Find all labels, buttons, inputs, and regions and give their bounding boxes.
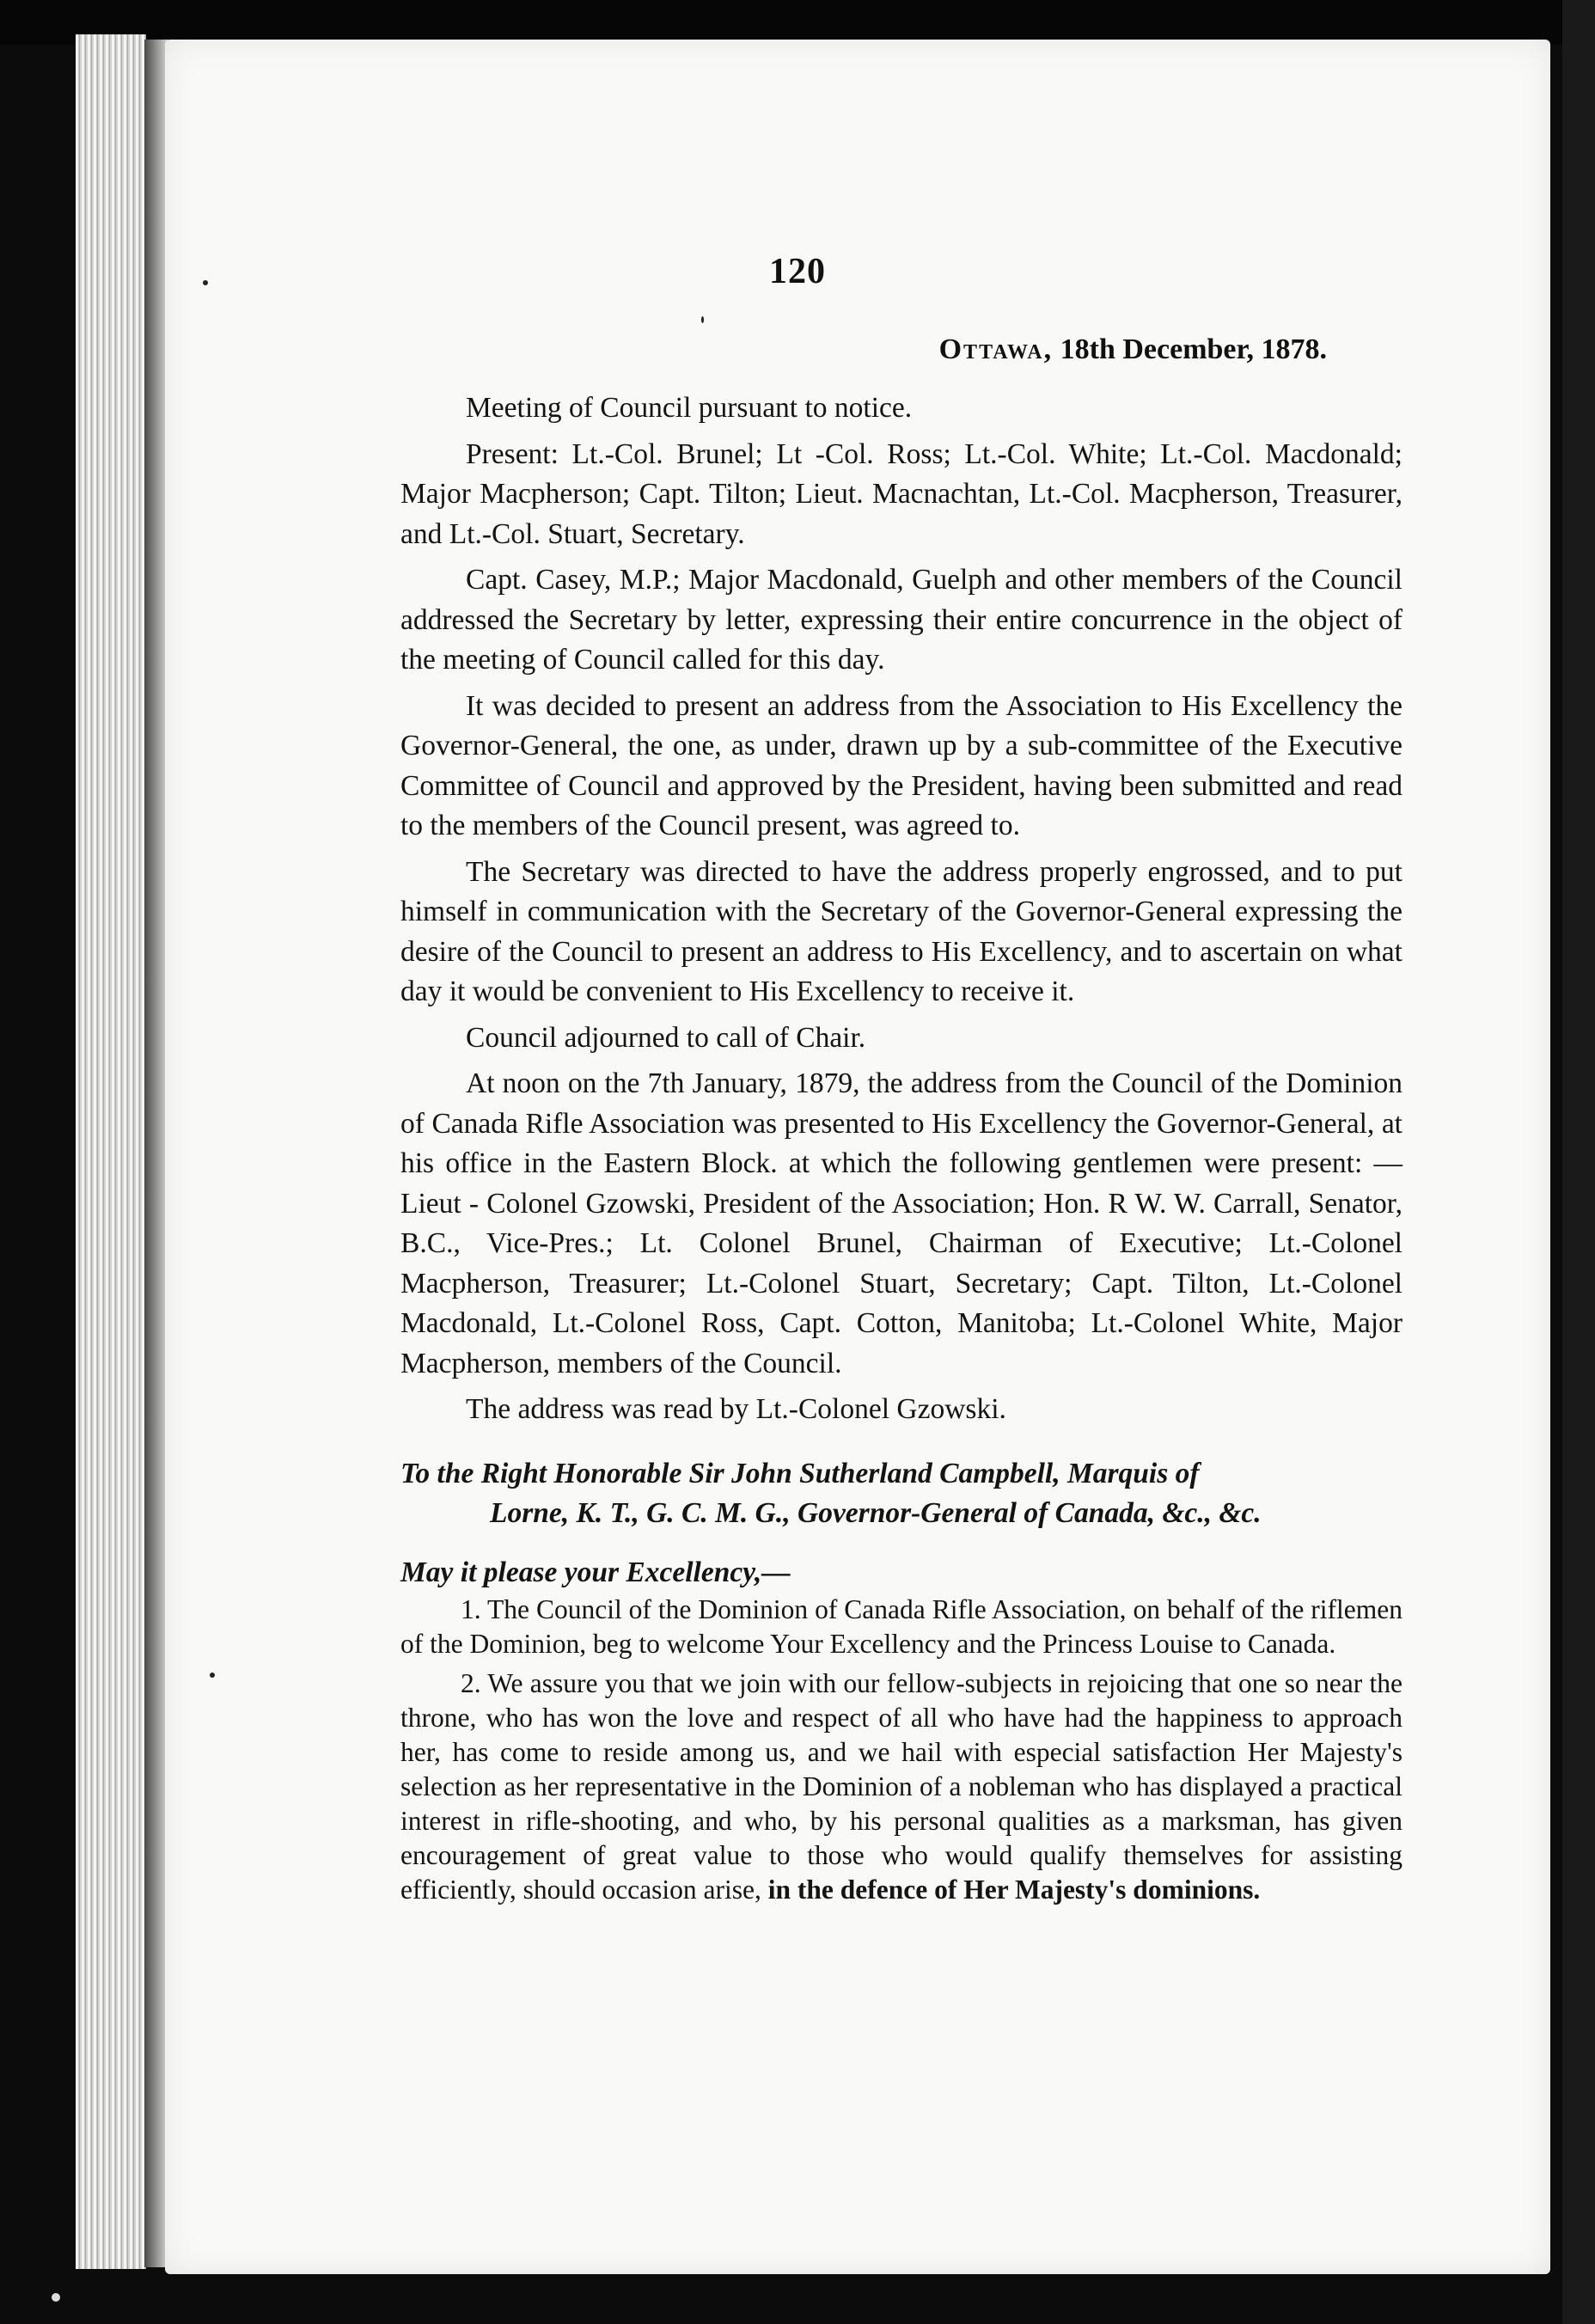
numbered-paragraph-2-closing: in the defence of Her Majesty's dominions. <box>767 1874 1261 1905</box>
address-heading-line2: Lorne, K. T., G. C. M. G., Governor-General of Canada, &c., &c. <box>490 1497 1262 1529</box>
page-body <box>400 388 1402 1912</box>
numbered-paragraph-1: 1. The Council of the Dominion of Canada Rifle Association, on behalf of the riflemen of the Dominion, beg to welcome Your Excellency and the Princess Louise to Canada. <box>400 1594 1402 1659</box>
book-page-edges <box>76 34 146 2269</box>
scan-artifact <box>52 2293 60 2302</box>
ink-speck <box>701 316 704 323</box>
numbered-paragraph-2 <box>400 1667 1402 1907</box>
page-number: 120 <box>769 252 826 291</box>
paragraph-letter-concurrence: Capt. Casey, M.P.; Major Macdonald, Guelph and other members of the Council addressed the Secretary by letter, expressing their entire concurrence in the object of the meeting of Council called for this day. <box>400 564 1402 676</box>
paragraph-secretary-directed: The Secretary was directed to have the address properly engrossed, and to put himself in communication with the Secretary of the Governor-General expressing the desire of the Council to present an address to His Excellency, and to ascertain on what day it would be convenient to His Excellency to receive it. <box>400 855 1402 1007</box>
address-heading <box>400 1454 1402 1534</box>
dateline-date: 18th December, 1878. <box>1060 333 1327 365</box>
ink-speck <box>210 1673 215 1678</box>
dateline <box>939 333 1327 366</box>
numbered-paragraph-2-text: 2. We assure you that we join with our fellow-subjects in rejoicing that one so near the throne, who has won the love and respect of all who have had the happiness to approach her, has come to reside among us, and we hail with especial satisfaction Her Majesty's selection as her representative in the Dominion of a nobleman who has displayed a practical interest in rifle-shooting, and who, by his personal qualities as a marksman, has given encouragement of great value to those who would qualify themselves for assisting efficiently, should occasion arise, <box>400 1668 1402 1905</box>
paragraph-present: Present: Lt.-Col. Brunel; Lt -Col. Ross; Lt.-Col. White; Lt.-Col. Macdonald; Major Macpherson; Capt. Tilton; Lieut. Macnachtan, Lt.-Col. Macpherson, Treasurer, and Lt.-Col. Stuart, Secretary. <box>400 437 1402 550</box>
scan-right-edge <box>1562 0 1595 2324</box>
paragraph-presentation: At noon on the 7th January, 1879, the address from the Council of the Dominion of Canada Rifle Association was presented to His Excellency the Governor-General, at his office in the Eastern Block. at which the following gentlemen were present: — Lieut - Colonel Gzowski, President of the Association; Hon. R W. W. Carrall, Senator, B.C., Vice-Pres.; Lt. Colonel Brunel, Chairman of Executive; Lt.-Colonel Macpherson, Treasurer; Lt.-Colonel Stuart, Secretary; Capt. Tilton, Lt.-Colonel Macdonald, Lt.-Colonel Ross, Capt. Cotton, Manitoba; Lt.-Colonel White, Major Macpherson, members of the Council. <box>400 1067 1402 1379</box>
paragraph-meeting-notice: Meeting of Council pursuant to notice. <box>466 392 913 424</box>
address-heading-line1: To the Right Honorable Sir John Sutherland Campbell, Marquis of <box>400 1457 1200 1489</box>
paragraph-decision-address: It was decided to present an address from the Association to His Excellency the Governor-General, the one, as under, drawn up by a sub-committee of the Executive Committee of Council and approved by the President, having been submitted and read to the members of the Council present, was agreed to. <box>400 689 1402 841</box>
paragraph-address-read: The address was read by Lt.-Colonel Gzowski. <box>466 1393 1006 1425</box>
paragraph-adjourned: Council adjourned to call of Chair. <box>466 1021 866 1054</box>
scan-top-band <box>0 0 1595 45</box>
salutation: May it please your Excellency,— <box>400 1556 791 1588</box>
dateline-city: Ottawa, <box>938 333 1054 365</box>
